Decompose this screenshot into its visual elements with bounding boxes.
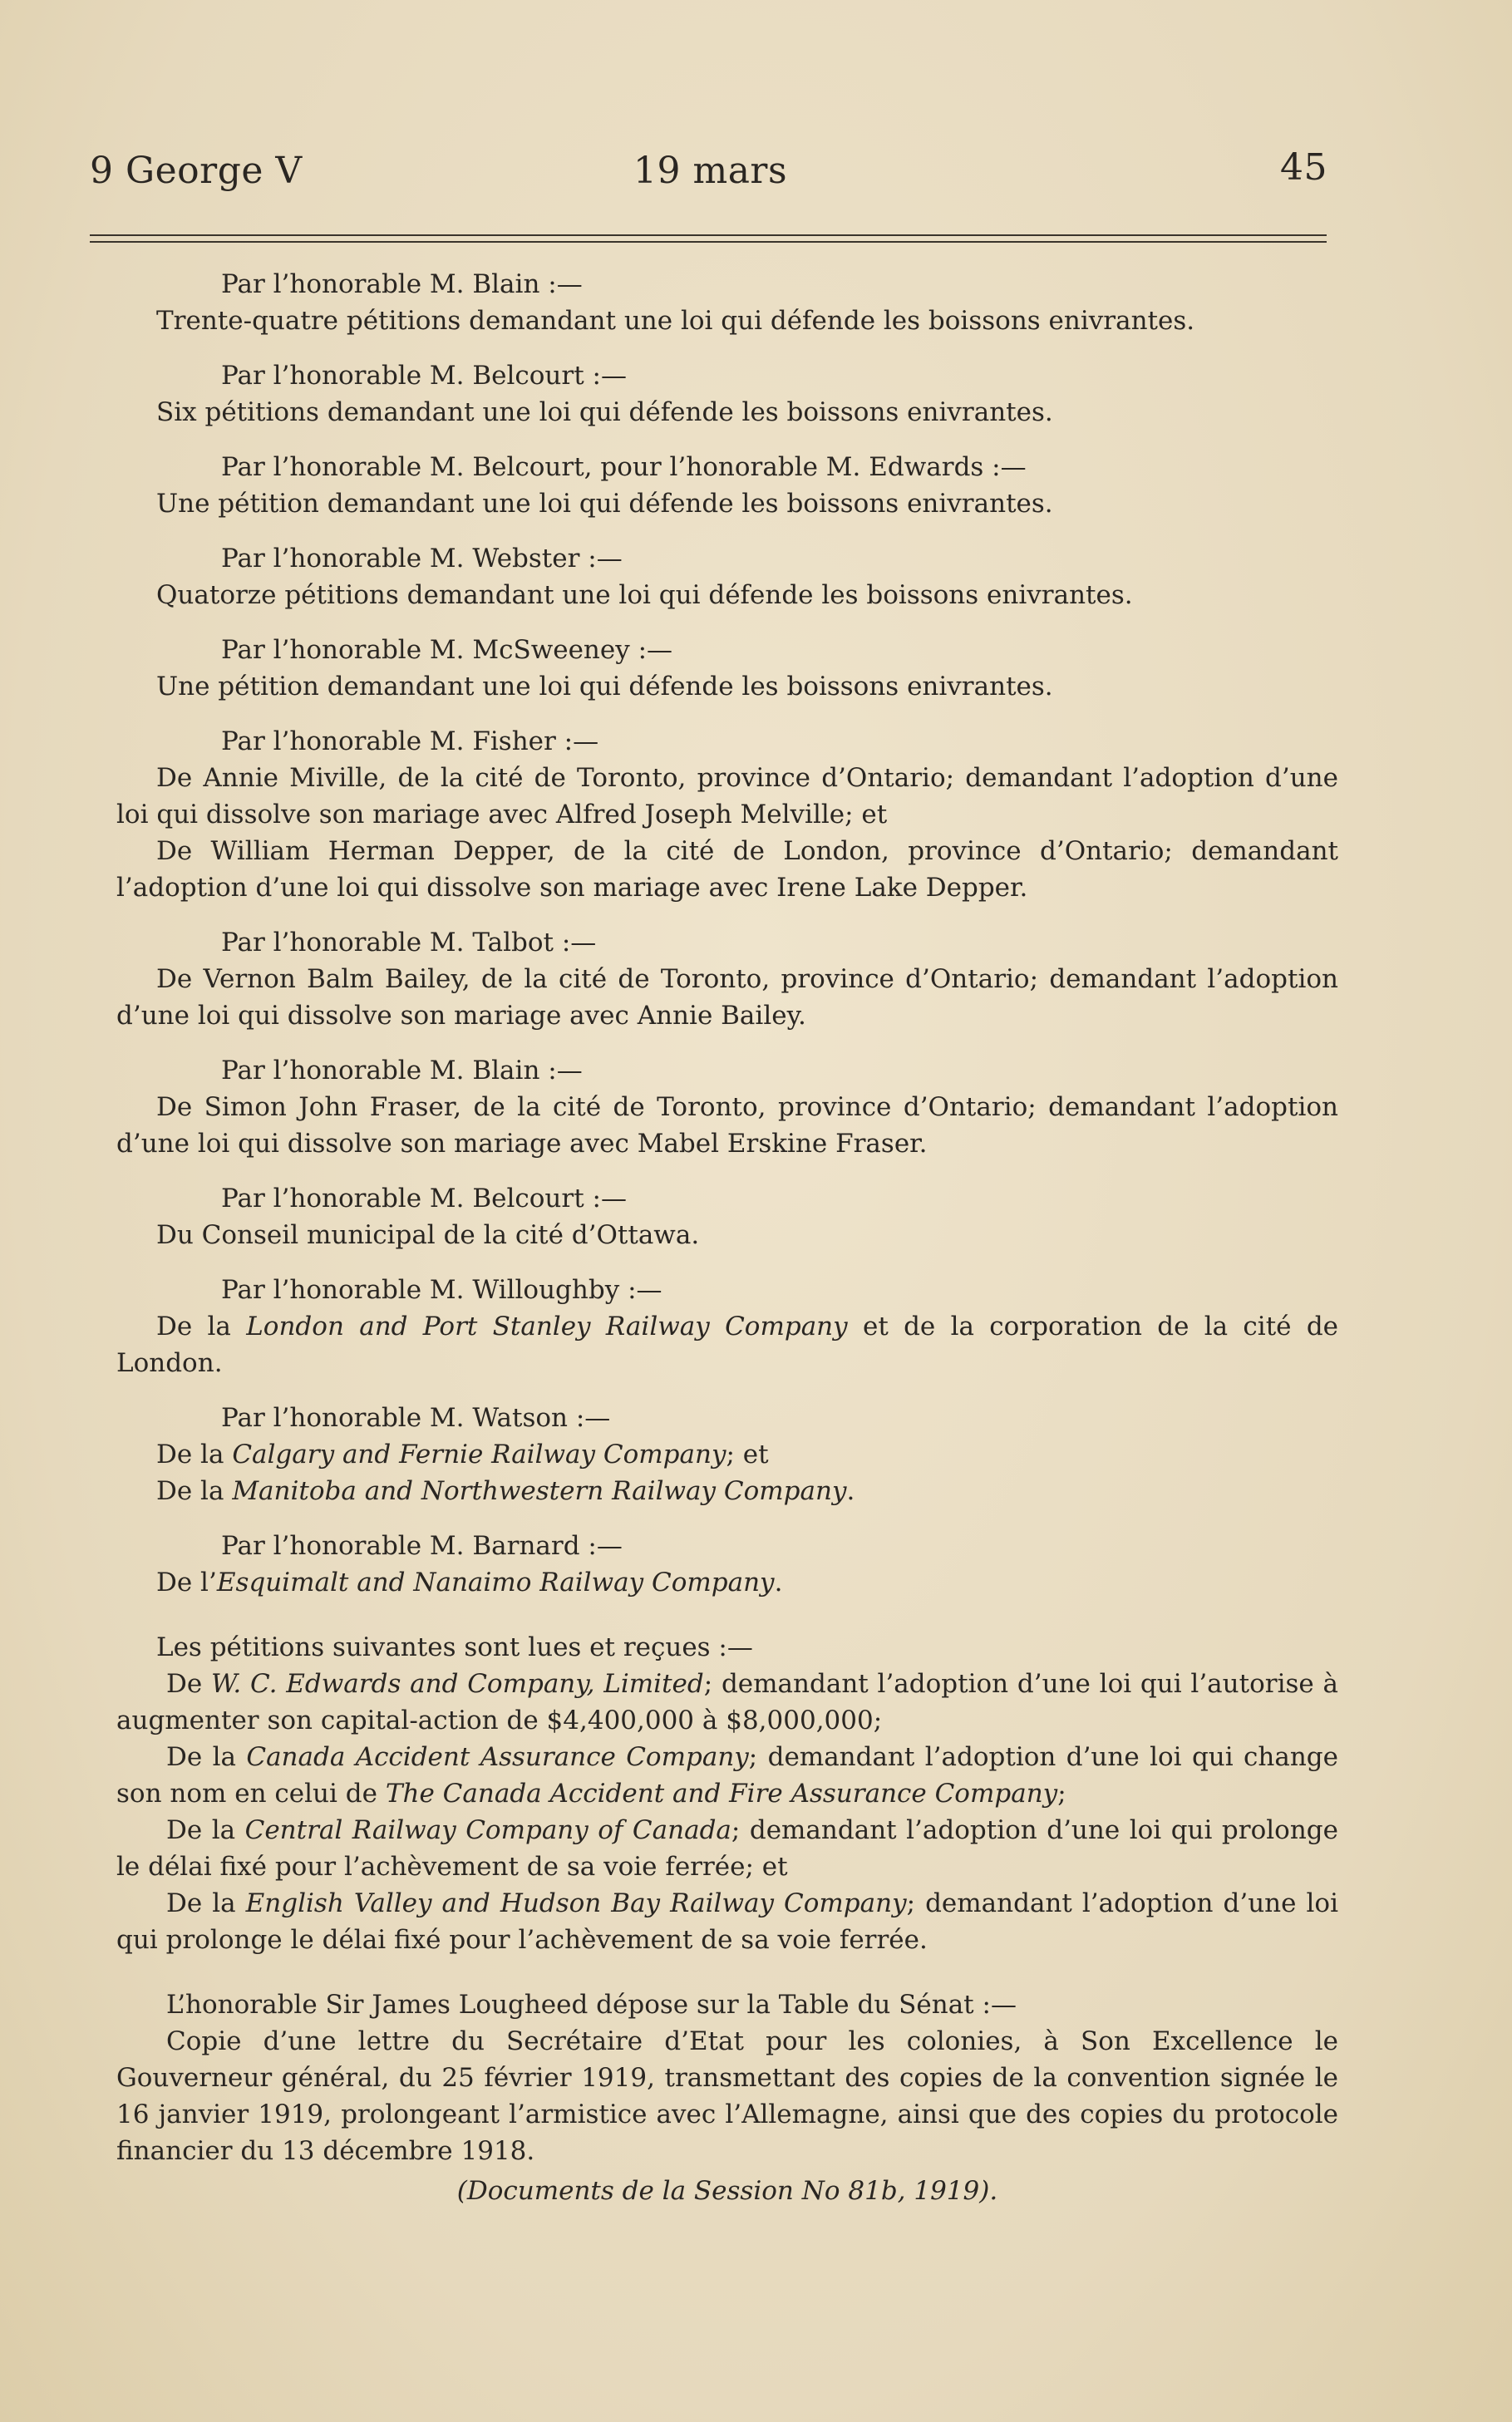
entry-sponsor: Par l’honorable M. Willoughby :— <box>221 1275 662 1305</box>
entry-willoughby <box>116 1272 1338 1381</box>
entry-sponsor: Par l’honorable M. Belcourt :— <box>221 1184 627 1213</box>
petition-item: De la Canada Accident Assurance Company; demandant l’adoption d’une loi qui change son nom en celui de The Canada Accident and Fire Assurance Company; <box>116 1742 1338 1809</box>
page-number: 45 <box>1280 146 1327 189</box>
entry-sponsor: Par l’honorable M. Blain :— <box>221 269 583 299</box>
petition-entry <box>116 1052 1338 1162</box>
entry-text: De William Herman Depper, de la cité de London, province d’Ontario; demandant l’adoption d’une loi qui dissolve son mariage avec Irene Lake Depper. <box>116 836 1338 903</box>
petition-item: De la English Valley and Hudson Bay Railway Company; demandant l’adoption d’une loi qui prolonge le délai fixé pour l’achèvement de sa voie ferrée. <box>116 1888 1338 1955</box>
entry-text: De la Calgary and Fernie Railway Company; et <box>156 1440 769 1469</box>
entry-text: De la Manitoba and Northwestern Railway Company. <box>156 1476 855 1506</box>
entry-text: De la London and Port Stanley Railway Company et de la corporation de la cité de London. <box>116 1312 1339 1378</box>
entry-text: De Vernon Balm Bailey, de la cité de Toronto, province d’Ontario; demandant l’adoption d’une loi qui dissolve son mariage avec Annie Bailey. <box>116 964 1338 1031</box>
entry-sponsor: Par l’honorable M. Belcourt :— <box>221 361 627 391</box>
entry-barnard <box>116 1528 1338 1601</box>
header-rule-second <box>90 241 1327 243</box>
entry-text: Quatorze pétitions demandant une loi qui défende les boissons enivrantes. <box>156 580 1133 610</box>
entry-text: Une pétition demandant une loi qui défende les boissons enivrantes. <box>156 672 1053 701</box>
petitions-received <box>116 1629 1338 1958</box>
entry-sponsor: Par l’honorable M. Blain :— <box>221 1056 583 1085</box>
petitions-intro: Les pétitions suivantes sont lues et reçues :— <box>156 1632 753 1662</box>
petition-item: De W. C. Edwards and Company, Limited; demandant l’adoption d’une loi qui l’autorise à augmenter son capital-action de $4,400,000 à $8,000,000; <box>116 1669 1338 1735</box>
entry-text: De Annie Miville, de la cité de Toronto, province d’Ontario; demandant l’adoption d’une loi qui dissolve son mariage avec Alfred Joseph Melville; et <box>116 763 1338 829</box>
running-head-left: 9 George V <box>90 150 303 192</box>
entry-text: De l’Esquimalt and Nanaimo Railway Company. <box>156 1568 783 1597</box>
tabled-document <box>116 1986 1338 2209</box>
petition-item: De la Central Railway Company of Canada; demandant l’adoption d’une loi qui prolonge le délai fixé pour l’achèvement de sa voie ferrée; et <box>116 1815 1338 1882</box>
entry-sponsor: Par l’honorable M. Fisher :— <box>221 726 599 756</box>
tabled-intro: L’honorable Sir James Lougheed dépose sur la Table du Sénat :— <box>166 1990 1017 2020</box>
petition-entry <box>116 266 1338 339</box>
running-head-date: 19 mars <box>633 150 788 192</box>
entry-sponsor: Par l’honorable M. Webster :— <box>221 544 623 574</box>
petition-entry <box>116 723 1338 906</box>
petition-entry <box>116 1180 1338 1253</box>
entry-text: De Simon John Fraser, de la cité de Toronto, province d’Ontario; demandant l’adoption d’une loi qui dissolve son mariage avec Mabel Erskine Fraser. <box>116 1092 1338 1159</box>
petition-entry <box>116 924 1338 1034</box>
petition-entries <box>116 266 1338 1253</box>
entry-sponsor: Par l’honorable M. Watson :— <box>221 1403 611 1433</box>
document-reference: (Documents de la Session No 81b, 1919). <box>456 2176 998 2206</box>
entry-text: Une pétition demandant une loi qui défende les boissons enivrantes. <box>156 489 1053 519</box>
petition-entry <box>116 357 1338 431</box>
entry-text: Du Conseil municipal de la cité d’Ottawa. <box>156 1220 700 1250</box>
entry-sponsor: Par l’honorable M. Belcourt, pour l’honorable M. Edwards :— <box>221 452 1027 482</box>
header-rule <box>90 234 1327 236</box>
entry-sponsor: Par l’honorable M. Barnard :— <box>221 1531 623 1561</box>
entry-text: Six pétitions demandant une loi qui défende les boissons enivrantes. <box>156 397 1053 427</box>
tabled-text: Copie d’une lettre du Secrétaire d’Etat pour les colonies, à Son Excellence le Gouverneur général, du 25 février 1919, transmettant des copies de la convention signée le 16 janvier 1919, prolongeant l’armistice avec l’Allemagne, ainsi que des copies du protocole financier du 13 décembre 1918. <box>116 2026 1338 2166</box>
petition-entry <box>116 449 1338 522</box>
entry-sponsor: Par l’honorable M. McSweeney :— <box>221 635 673 665</box>
petition-entry <box>116 540 1338 613</box>
page-body <box>116 266 1338 2209</box>
entry-text: Trente-quatre pétitions demandant une loi qui défende les boissons enivrantes. <box>156 306 1195 336</box>
entry-watson <box>116 1400 1338 1509</box>
entry-sponsor: Par l’honorable M. Talbot :— <box>221 928 597 957</box>
petition-entry <box>116 632 1338 705</box>
